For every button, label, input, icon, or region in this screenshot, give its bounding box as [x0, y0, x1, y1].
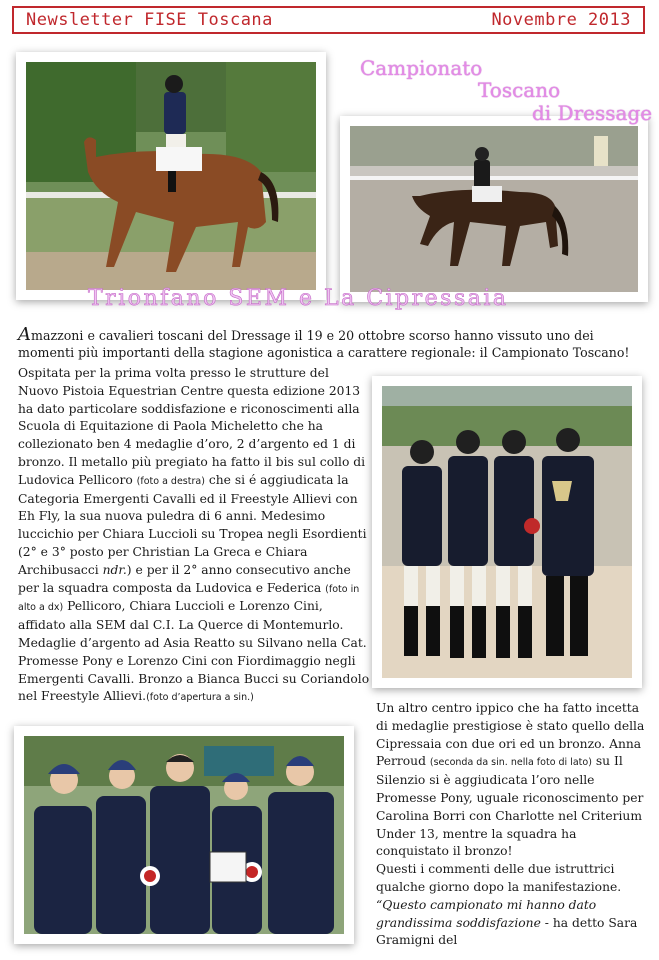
col1-photo-note-3: (foto d’apertura a sin.)	[146, 692, 254, 704]
lead-text: mazzoni e cavalieri toscani del Dressage il 19 e 20 ottobre scorso hanno vissuto uno dei momenti più importanti della stagione agonistica a carattere regionale: il Campionato Toscano!	[18, 328, 630, 360]
newsletter-header	[12, 6, 645, 34]
col1-text-1: Ospitata per la prima volta presso le strutture del Nuovo Pistoia Equestrian Centre questa edizione 2013 ha dato particolare soddisfazione e riconoscimenti alla Scuola di Equitazione di Paola Micheletto che ha collezionato ben 4 medaglie d’oro, 2 d’argento ed 1 di bronzo. Il metallo più pregiato ha fatto il bis sul collo di Ludovica Pellicoro	[18, 366, 366, 487]
headline-line-2: Toscano	[478, 78, 561, 102]
headline-line-1: Campionato	[360, 56, 483, 80]
article-column-left	[18, 365, 370, 707]
col2-text-2: su Il Silenzio si è aggiudicata l’oro nelle Promesse Pony, uguale riconoscimento per Carolina Borri con Charlotte nel Criterium Under 13, mentre la squadra ha conquistato il bronzo!	[376, 754, 644, 859]
photo-dressage-rider-arena	[340, 116, 648, 302]
col1-text-3: ) e per il 2° anno consecutivo anche per la squadra composta da Ludovica e Federica	[18, 562, 351, 595]
col2-photo-note-1: (seconda da sin. nella foto di lato)	[429, 757, 592, 769]
photo-team-cipressaia-medals	[14, 726, 354, 944]
photo-team-sem-trophy	[372, 376, 642, 688]
col2-text-1: Un altro centro ippico che ha fatto incetta di medaglie prestigiose è stato quello della Cipressaia con due ori ed un bronzo. Anna Perroud	[376, 701, 645, 769]
newsletter-date: Novembre 2013	[491, 10, 631, 30]
headline-line-3: di Dressage	[532, 101, 653, 125]
col1-text-2: che si é aggiudicata la Categoria Emergenti Cavalli ed il Freestyle Allievi con Eh Fly, la sua nuova puledra di 6 anni. Medesimo luccichio per Chiara Luccioli su Tropea negli Esordienti (2° e 3° posto per Christian La Greca e Chiara Archibusacci	[18, 472, 367, 577]
col1-photo-note-2: (foto in alto a dx)	[18, 583, 360, 614]
col1-text-4: Pellicoro, Chiara Luccioli e Lorenzo Cini, affidato alla SEM dal C.I. La Querce di Montemurlo. Medaglie d’argento ad Asia Reatto su Silvano nella Cat. Promesse Pony e Lorenzo Cini con Fiordimaggio negli Emergenti Cavalli. Bronzo a Bianca Bucci su Coriandolo nel Freestyle Allievi.	[18, 599, 370, 704]
col1-ndr: ndr.	[102, 562, 127, 577]
photo-dressage-rider-chestnut	[16, 52, 326, 300]
col1-photo-note-1: (foto a destra)	[136, 475, 205, 487]
article-lead	[18, 326, 644, 361]
col2-text-4: - ha detto Sara Gramigni del	[376, 915, 638, 948]
col2-text-3: Questi i commenti delle due istruttrici qualche giorno dopo la manifestazione.	[376, 862, 622, 894]
article-subtitle: Trionfano SEM e La Cipressaia	[88, 286, 509, 311]
article-column-right	[376, 700, 648, 950]
drop-cap: A	[18, 324, 31, 345]
col2-quote: “Questo campionato mi hanno dato grandissima soddisfazione	[376, 897, 597, 930]
newsletter-title: Newsletter FISE Toscana	[26, 10, 273, 30]
